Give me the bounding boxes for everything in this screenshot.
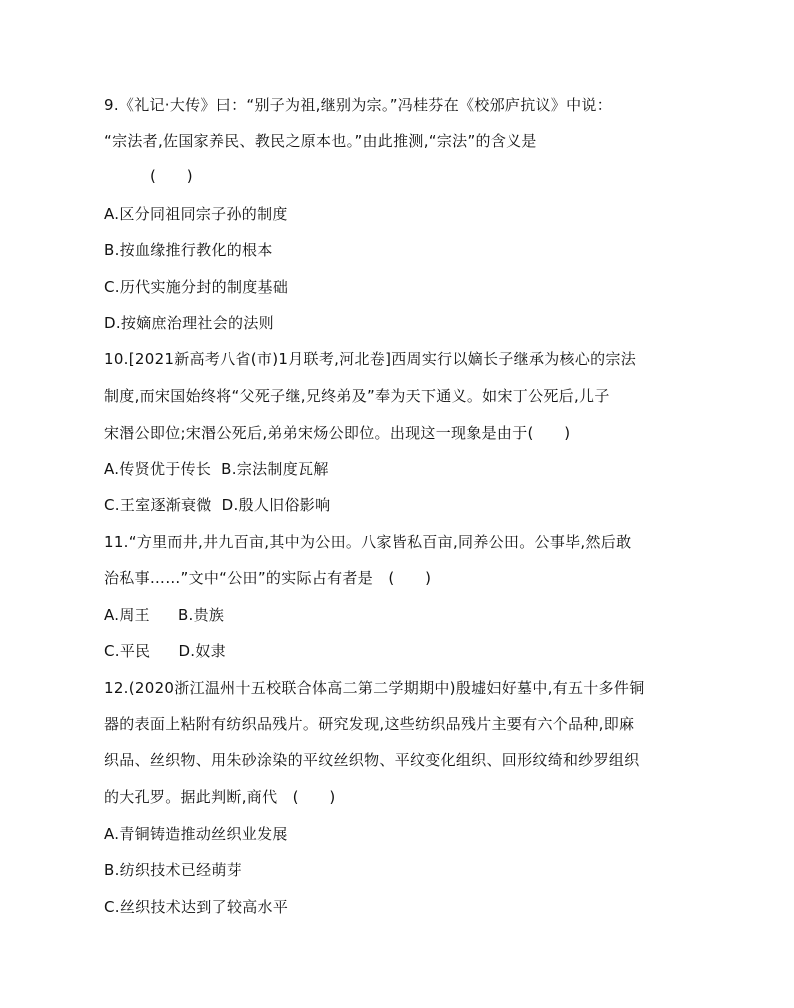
question-10-option-a[interactable]: A.传贤优于传长 <box>104 460 212 478</box>
question-11-option-c[interactable]: C.平民 <box>104 642 151 660</box>
question-12-stem-line-4: 的大孔罗。据此判断,商代 ( ) <box>104 788 336 806</box>
question-10-stem-line-1: 10.[2021新高考八省(市)1月联考,河北卷]西周实行以嫡长子继承为核心的宗法 <box>104 350 637 368</box>
question-10-options-row-1 <box>104 459 329 479</box>
question-10-stem-line-3: 宋湣公即位;宋湣公死后,弟弟宋炀公即位。出现这一现象是由于( ) <box>104 424 571 442</box>
question-9-stem-line-1: 9.《礼记·大传》曰：“别子为祖,继别为宗。”冯桂芬在《校邠庐抗议》中说： <box>104 96 612 114</box>
question-9-option-c[interactable]: C.历代实施分封的制度基础 <box>104 278 289 296</box>
question-12-option-b[interactable]: B.纺织技术已经萌芽 <box>104 861 243 879</box>
question-11-stem-line-2: 治私事……”文中“公田”的实际占有者是 ( ) <box>104 569 432 587</box>
question-10-stem-line-2: 制度,而宋国始终将“父死子继,兄终弟及”奉为天下通义。如宋丁公死后,儿子 <box>104 387 610 405</box>
question-10-option-b[interactable]: B.宗法制度瓦解 <box>221 460 329 478</box>
question-9-answer-blank: ( ) <box>150 167 193 185</box>
question-11-option-b[interactable]: B.贵族 <box>177 606 225 624</box>
question-9-stem-line-2: “宗法者,佐国家养民、教民之原本也。”由此推测,“宗法”的含义是 <box>104 132 537 150</box>
question-11-option-a[interactable]: A.周王 <box>104 606 150 624</box>
question-10-option-d[interactable]: D.殷人旧俗影响 <box>221 496 331 514</box>
question-11-option-d[interactable]: D.奴隶 <box>178 642 226 660</box>
question-12-stem-line-1: 12.(2020浙江温州十五校联合体高二第二学期期中)殷墟妇好墓中,有五十多件铜 <box>104 679 645 697</box>
question-10-options-row-2 <box>104 495 330 515</box>
question-12-option-a[interactable]: A.青铜铸造推动丝织业发展 <box>104 825 288 843</box>
question-11-stem-line-1: 11.“方里而井,井九百亩,其中为公田。八家皆私百亩,同养公田。公事毕,然后敢 <box>104 533 632 551</box>
question-12-stem-line-2: 器的表面上粘附有纺织品残片。研究发现,这些纺织品残片主要有六个品种,即麻 <box>104 715 635 733</box>
question-12-stem-line-3: 织品、丝织物、用朱砂涂染的平纹丝织物、平纹变化组织、回形纹绮和纱罗组织 <box>104 751 640 769</box>
question-9-option-a[interactable]: A.区分同祖同宗子孙的制度 <box>104 205 288 223</box>
question-11-options-row-2 <box>104 641 226 661</box>
question-9-option-d[interactable]: D.按嫡庶治理社会的法则 <box>104 314 274 332</box>
question-10-option-c[interactable]: C.王室逐渐衰微 <box>104 496 212 514</box>
question-12-option-c[interactable]: C.丝织技术达到了较高水平 <box>104 898 289 916</box>
question-9-option-b[interactable]: B.按血缘推行教化的根本 <box>104 241 273 259</box>
question-11-options-row-1 <box>104 605 224 625</box>
